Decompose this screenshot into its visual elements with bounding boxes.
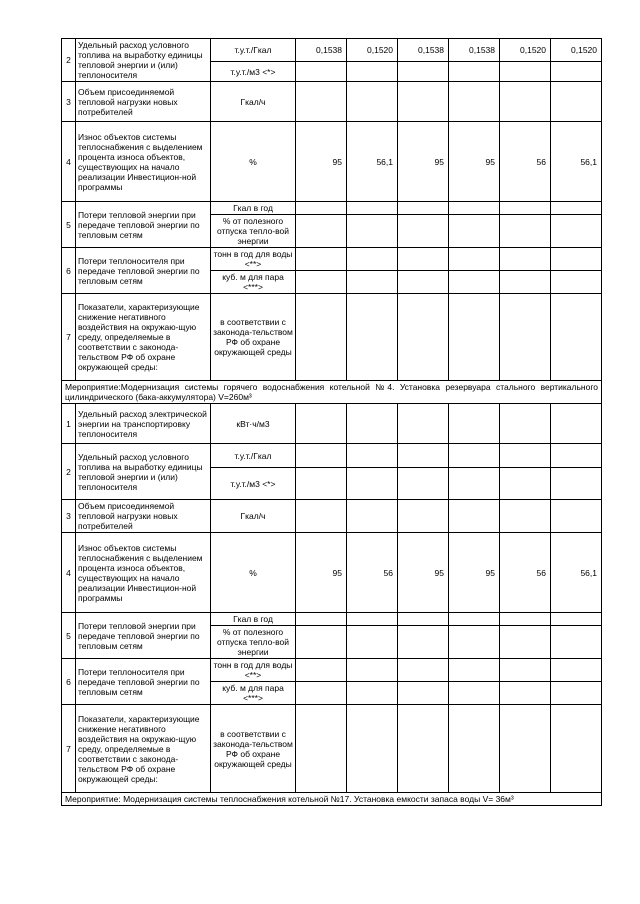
value-cell: 56 — [347, 533, 398, 613]
value-cell — [449, 82, 500, 122]
unit-cell: в соответствии с законода-тельством РФ об охране окружающей среды — [211, 294, 296, 381]
unit-cell: т.у.т./Гкал — [211, 444, 296, 468]
value-cell — [500, 404, 551, 444]
value-cell — [347, 215, 398, 248]
value-cell: 56,1 — [551, 122, 602, 202]
value-cell — [551, 215, 602, 248]
value-cell — [551, 468, 602, 500]
event-row-2 — [62, 793, 602, 806]
value-cell: 95 — [296, 533, 347, 613]
value-cell — [347, 468, 398, 500]
table-row — [62, 39, 602, 62]
table-row — [62, 294, 602, 381]
value-cell: 0,1520 — [551, 39, 602, 62]
indicator-name: Удельный расход условного топлива на выработку единицы тепловой энергии и (или) теплоносителя — [76, 444, 211, 500]
unit-cell: % — [211, 533, 296, 613]
value-cell — [551, 248, 602, 271]
value-cell — [449, 682, 500, 705]
value-cell — [500, 82, 551, 122]
value-cell — [449, 613, 500, 626]
value-cell — [398, 626, 449, 659]
value-cell: 0,1520 — [500, 39, 551, 62]
value-cell — [551, 444, 602, 468]
unit-cell: Гкал/ч — [211, 500, 296, 533]
table-row — [62, 533, 602, 613]
value-cell — [500, 626, 551, 659]
unit-cell: т.у.т./Гкал — [211, 39, 296, 62]
row-number: 3 — [62, 82, 76, 122]
indicator-name: Показатели, характеризующие снижение негативного воздействия на окружаю-щую среду, определяемые в соответствии с законода-тельством РФ об охране окружающей среды: — [76, 294, 211, 381]
row-number: 5 — [62, 613, 76, 659]
value-cell — [347, 82, 398, 122]
unit-cell: куб. м для пара <***> — [211, 271, 296, 294]
value-cell — [398, 659, 449, 682]
value-cell — [398, 705, 449, 793]
value-cell: 95 — [449, 122, 500, 202]
row-number: 7 — [62, 705, 76, 793]
value-cell — [347, 682, 398, 705]
value-cell — [551, 202, 602, 215]
value-cell — [500, 202, 551, 215]
table-row — [62, 122, 602, 202]
value-cell — [551, 613, 602, 626]
value-cell — [551, 294, 602, 381]
value-cell — [449, 705, 500, 793]
unit-cell: % от полезного отпуска тепло-вой энергии — [211, 626, 296, 659]
value-cell — [296, 500, 347, 533]
value-cell — [347, 659, 398, 682]
indicator-name: Объем присоединяемой тепловой нагрузки новых потребителей — [76, 500, 211, 533]
value-cell — [500, 613, 551, 626]
indicator-name: Потери тепловой энергии при передаче тепловой энергии по тепловым сетям — [76, 613, 211, 659]
value-cell: 0,1520 — [347, 39, 398, 62]
value-cell — [296, 215, 347, 248]
value-cell: 0,1538 — [398, 39, 449, 62]
value-cell — [449, 248, 500, 271]
value-cell — [398, 202, 449, 215]
value-cell: 0,1538 — [296, 39, 347, 62]
value-cell — [500, 62, 551, 82]
value-cell — [296, 682, 347, 705]
value-cell — [398, 271, 449, 294]
unit-cell: т.у.т./м3 <*> — [211, 62, 296, 82]
event-title: Мероприятие: Модернизация системы теплоснабжения котельной №17. Установка емкости запаса воды V= 36м³ — [62, 793, 602, 806]
value-cell — [347, 705, 398, 793]
value-cell — [398, 62, 449, 82]
value-cell — [551, 62, 602, 82]
value-cell — [449, 294, 500, 381]
value-cell — [551, 271, 602, 294]
value-cell — [449, 468, 500, 500]
unit-cell: Гкал/ч — [211, 82, 296, 122]
value-cell — [449, 202, 500, 215]
indicator-name: Удельный расход электрической энергии на транспортировку теплоносителя — [76, 404, 211, 444]
value-cell — [398, 682, 449, 705]
value-cell — [296, 294, 347, 381]
indicator-name: Износ объектов системы теплоснабжения с выделением процента износа объектов, существующих на начало реализации Инвестицион-ной программы — [76, 533, 211, 613]
value-cell — [449, 500, 500, 533]
unit-cell: % от полезного отпуска тепло-вой энергии — [211, 215, 296, 248]
table-row — [62, 500, 602, 533]
value-cell — [296, 248, 347, 271]
value-cell — [296, 613, 347, 626]
value-cell — [296, 626, 347, 659]
section-b — [62, 404, 602, 793]
table-row — [62, 613, 602, 626]
value-cell — [296, 62, 347, 82]
value-cell — [500, 444, 551, 468]
section-a — [62, 39, 602, 381]
value-cell — [398, 468, 449, 500]
indicator-name: Потери тепловой энергии при передаче тепловой энергии по тепловым сетям — [76, 202, 211, 248]
value-cell — [347, 271, 398, 294]
value-cell: 56,1 — [347, 122, 398, 202]
value-cell: 95 — [296, 122, 347, 202]
indicator-name: Потери теплоносителя при передаче тепловой энергии по тепловым сетям — [76, 248, 211, 294]
row-number: 7 — [62, 294, 76, 381]
row-number: 4 — [62, 122, 76, 202]
value-cell — [398, 215, 449, 248]
value-cell — [449, 626, 500, 659]
indicator-name: Удельный расход условного топлива на выработку единицы тепловой энергии и (или) теплоносителя — [76, 39, 211, 82]
value-cell — [398, 444, 449, 468]
value-cell — [296, 202, 347, 215]
value-cell — [398, 248, 449, 271]
value-cell — [551, 82, 602, 122]
value-cell — [449, 215, 500, 248]
value-cell — [398, 500, 449, 533]
row-number: 2 — [62, 39, 76, 82]
row-number: 6 — [62, 248, 76, 294]
indicators-table — [61, 38, 602, 806]
table-row — [62, 444, 602, 468]
value-cell: 95 — [398, 533, 449, 613]
value-cell — [347, 444, 398, 468]
indicator-name: Показатели, характеризующие снижение негативного воздействия на окружаю-щую среду, определяемые в соответствии с законода-тельством РФ об охране окружающей среды: — [76, 705, 211, 793]
value-cell — [347, 62, 398, 82]
value-cell: 56 — [500, 122, 551, 202]
value-cell — [398, 404, 449, 444]
value-cell — [551, 404, 602, 444]
value-cell — [449, 659, 500, 682]
value-cell — [347, 294, 398, 381]
value-cell — [296, 404, 347, 444]
value-cell — [296, 82, 347, 122]
unit-cell: Гкал в год — [211, 613, 296, 626]
table-row — [62, 705, 602, 793]
value-cell — [296, 444, 347, 468]
unit-cell: тонн в год для воды <**> — [211, 248, 296, 271]
table-row — [62, 248, 602, 271]
value-cell — [398, 613, 449, 626]
row-number: 2 — [62, 444, 76, 500]
value-cell — [500, 248, 551, 271]
value-cell — [551, 682, 602, 705]
value-cell — [449, 271, 500, 294]
row-number: 4 — [62, 533, 76, 613]
value-cell — [398, 294, 449, 381]
value-cell — [500, 271, 551, 294]
value-cell: 56,1 — [551, 533, 602, 613]
value-cell — [296, 659, 347, 682]
value-cell — [347, 404, 398, 444]
value-cell — [398, 82, 449, 122]
unit-cell: кВт·ч/м3 — [211, 404, 296, 444]
value-cell — [551, 626, 602, 659]
event-row-1 — [62, 381, 602, 404]
unit-cell: куб. м для пара <***> — [211, 682, 296, 705]
unit-cell: % — [211, 122, 296, 202]
value-cell — [449, 62, 500, 82]
row-number: 1 — [62, 404, 76, 444]
unit-cell: т.у.т./м3 <*> — [211, 468, 296, 500]
value-cell — [347, 248, 398, 271]
value-cell — [347, 500, 398, 533]
value-cell: 0,1538 — [449, 39, 500, 62]
value-cell: 95 — [398, 122, 449, 202]
value-cell — [500, 215, 551, 248]
value-cell — [500, 705, 551, 793]
value-cell — [500, 500, 551, 533]
value-cell — [347, 613, 398, 626]
unit-cell: в соответствии с законода-тельством РФ об охране окружающей среды — [211, 705, 296, 793]
value-cell — [551, 705, 602, 793]
unit-cell: Гкал в год — [211, 202, 296, 215]
indicator-name: Потери теплоносителя при передаче тепловой энергии по тепловым сетям — [76, 659, 211, 705]
value-cell — [296, 705, 347, 793]
value-cell — [449, 404, 500, 444]
value-cell — [347, 202, 398, 215]
value-cell — [296, 468, 347, 500]
value-cell — [500, 682, 551, 705]
event-title: Мероприятие:Модернизация системы горячего водоснабжения котельной №4. Установка резервуара стального вертикального цилиндрического (бака-аккумулятора) V=260м³ — [62, 381, 602, 404]
value-cell: 56 — [500, 533, 551, 613]
value-cell — [449, 444, 500, 468]
value-cell — [347, 626, 398, 659]
unit-cell: тонн в год для воды <**> — [211, 659, 296, 682]
table-row — [62, 202, 602, 215]
indicator-name: Объем присоединяемой тепловой нагрузки новых потребителей — [76, 82, 211, 122]
row-number: 6 — [62, 659, 76, 705]
value-cell: 95 — [449, 533, 500, 613]
value-cell — [500, 294, 551, 381]
row-number: 5 — [62, 202, 76, 248]
table-row — [62, 82, 602, 122]
table-row — [62, 404, 602, 444]
indicator-name: Износ объектов системы теплоснабжения с выделением процента износа объектов, существующих на начало реализации Инвестицион-ной программы — [76, 122, 211, 202]
row-number: 3 — [62, 500, 76, 533]
value-cell — [500, 468, 551, 500]
value-cell — [500, 659, 551, 682]
value-cell — [551, 659, 602, 682]
table-row — [62, 659, 602, 682]
value-cell — [551, 500, 602, 533]
value-cell — [296, 271, 347, 294]
